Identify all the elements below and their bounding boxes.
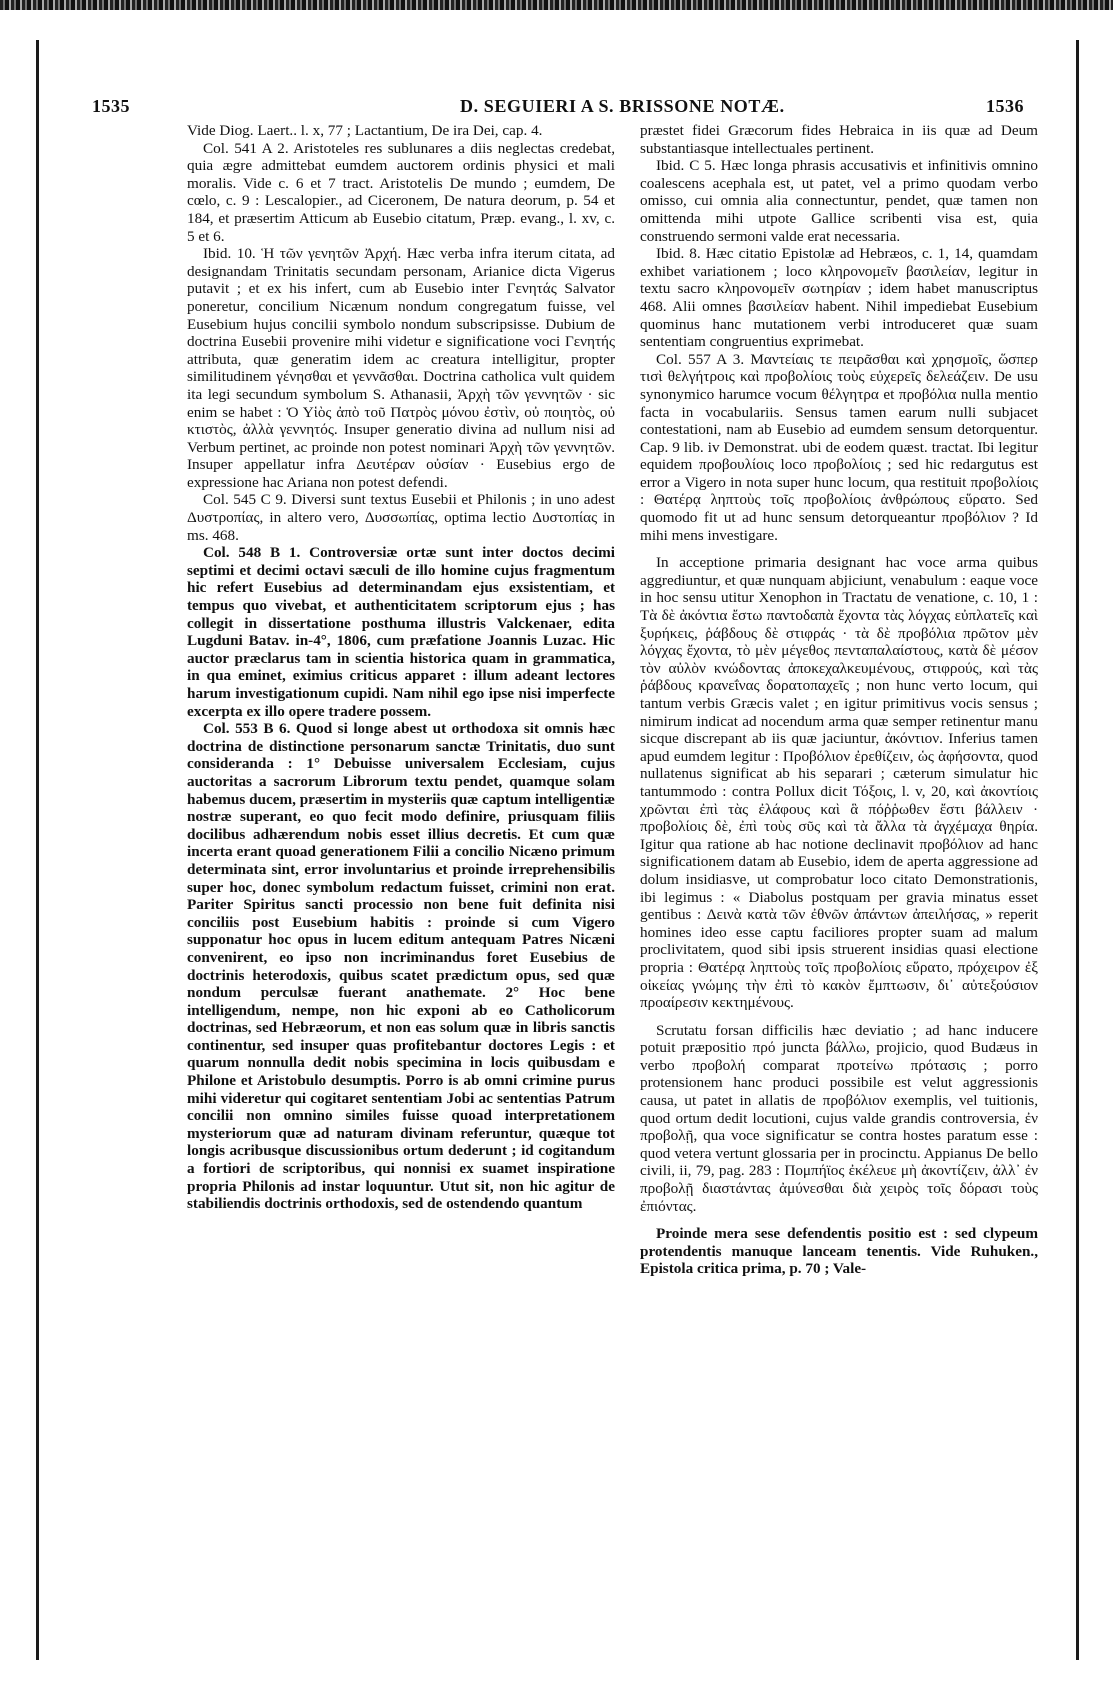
scan-edge-right	[1076, 40, 1079, 1660]
note-paragraph: Ibid. 10. Ἡ τῶν γενητῶν Ἀρχή. Hæc verba infra iterum citata, ad designandam Trinitatis secundam personam, Arianice dicta Vigerus putavit ; et ex his infert, cum ab Eusebio inter Γενητάς Salvator poneretur, concilium Nicænum nondum congregatum fuisse, vel Eusebium hujus concilii symbolo nondum subscripsisse. Dubium de doctrina Eusebii provenire mihi videtur e significatione voci Γενητής attributa, quæ generatim idem ac creatura intelligitur, propter similitudinem γένησθαι et γεννᾶσθαι. Doctrina catholica vult quidem ita legi secundum symbolum S. Athanasii, Ἀρχὴ τῶν γεννητῶν · sic enim se habet : Ὁ Υἱὸς ἀπὸ τοῦ Πατρὸς μόνου ἐστὶν, οὐ ποιητὸς, οὐ κτιστὸς, ἀλλὰ γεννητός. Insuper generatio divina ad nullum nisi ad Verbum pertinet, ac proinde non potest nominari Ἀρχὴ τῶν γεννητῶν. Insuper appellatur infra Δευτέραν οὐσίαν · Eusebius ergo de expressione hac Ariana non potest defendi.	[187, 245, 615, 491]
scan-edge-left	[36, 40, 39, 1660]
note-paragraph: Col. 545 C 9. Diversi sunt textus Eusebii et Philonis ; in uno adest Δυστροπίας, in altero vero, Δυσσωπίας, optima lectio Δυστοπίας in ms. 468.	[187, 491, 615, 544]
note-paragraph: præstet fidei Græcorum fides Hebraica in iis quæ ad Deum substantiasque intellectuales pertinent.	[640, 122, 1038, 157]
running-title: D. SEGUIERI A S. BRISSONE NOTÆ.	[460, 96, 785, 116]
note-paragraph: Proinde mera sese defendentis positio est : sed clypeum protendentis manuque lanceam tenentis. Vide Ruhuken., Epistola critica prima, p. 70 ; Vale-	[640, 1225, 1038, 1278]
note-paragraph: Ibid. 8. Hæc citatio Epistolæ ad Hebræos, c. 1, 14, quamdam exhibet variationem ; loco κληρονομεῖν βασιλείαν, legitur in textu sacro κληρονομεῖν σωτηρίαν ; idem habet manuscriptus 468. Alii omnes βασιλείαν habent. Nihil impediebat Eusebium quominus hanc mutationem verbi introduceret quæ suam sententiam congruentius exprimebat.	[640, 245, 1038, 351]
note-paragraph: Col. 541 A 2. Aristoteles res sublunares a diis neglectas credebat, quia ægre admittebat eumdem auctorem ordinis physici et mali moralis. Vide c. 6 et 7 tract. Aristotelis De mundo ; eumdem, De cœlo, c. 9 : Lescalopier., ad Ciceronem, De natura deorum, p. 54 et 184, et præsertim Atticum ab Eusebio citatum, Præp. evang., l. xv, c. 5 et 6.	[187, 139, 615, 245]
note-paragraph: Col. 557 A 3. Μαντείαις τε πειρᾶσθαι καὶ χρησμοῖς, ὥσπερ τισὶ θελγήτροις καὶ προβολίοις τοὺς εὐχερεῖς δελεάζειν. De usu synonymico harumce vocum θέλγητρα et προβόλια nulla mentio facta in vocabulariis. Sensus tamen earum nulli subjacet contestationi, nam ab Eusebio ad eumdem sensum detorquentur. Cap. 9 lib. iv Demonstrat. ubi de eodem quæst. tractat. Ibi legitur equidem προβουλίοις loco προβολίοις ; sed hic redargutus est error a Vigero in nota super hunc locum, qua restituit προβολίοις : Θατέρᾳ ληπτοὺς τοῖς προβολίοις ἀνθρώπους εὕρατο. Sed quomodo fit ut ad hunc sensum detorqueantur προβόλιον ? Id mihi mens investigare.	[640, 350, 1038, 544]
note-paragraph: Col. 553 B 6. Quod si longe abest ut orthodoxa sit omnis hæc doctrina de distinctione personarum sanctæ Trinitatis, duo sunt consideranda : 1° Debuisse universalem Ecclesiam, cujus auctoritas a sacrorum Librorum textu pendet, quamque solam habemus ducem, præsertim in mysteriis quæ captum intelligentiæ nostræ superant, eo quo fecit modo definire, priusquam filiis docilibus adhærendum nobis esset illius decretis. Et cum quæ incerta erant quoad generationem Filii a concilio Nicæno primum determinata sint, error involuntarius et proinde irreprehensibilis super hoc, donec symbolum redactum fuisset, crimini non erat. Pariter Spiritus sancti processio non bene fuit definita nisi conciliis post Eusebium habitis : proinde si cum Vigero supponatur hoc opus in lucem editum antequam Patres Nicæni convenirent, eo ipso non incriminandus foret Eusebius de doctrinis heterodoxis, quibus scatet prædictum opus, sed quæ nondum perculsæ fuerant anathemate. 2° Hoc bene intelligendum, nempe, non hic exponi ab eo Catholicorum doctrinas, sed Hebræorum, et non eas solum quæ in libris sanctis continentur, sed insuper quas profitebantur doctores Legis : et quarum nonnulla dedit nobis specimina in locis quibusdam e Philone et Aristobulo desumptis. Porro is ab omni crimine purus mihi videretur qui cogitaret sententiam Jobi ac sententias Patrum concilii non omnino similes fuisse quoad interpretationem mysteriorum quæ ad naturam divinam referuntur, quæque tot longis acribusque discussionibus ortum dederunt ; id cogitandum a fortiori de scriptoribus, qui nonnisi ex suamet inspiratione propria Philonis ad instar loquuntur. Utut sit, non hic agitur de stabiliendis doctrinis orthodoxis, sed de ostendendo quantum	[187, 720, 615, 1213]
scan-border	[0, 0, 1113, 10]
note-paragraph: Col. 548 B 1. Controversiæ ortæ sunt inter doctos decimi septimi et decimi octavi sæculi de illo homine cujus fragmentum hic refert Eusebius ad determinandam ejus exsistentiam, et tempus quo vivebat, et authenticitatem scriptorum ejus ; has collegit in dissertatione posthuma illustris Valckenaer, edita Lugduni Batav. in-4°, 1806, cum præfatione Joannis Luzac. Hic auctor præclarus tam in scientia historica quam in grammatica, in qua eminet, eximius criticus apparet : illum adeant lectores harum investigationum cupidi. Nam nihil ego ipse nisi imperfecte excerpta ex illo opere tradere possem.	[187, 544, 615, 720]
page-number-right: 1536	[986, 96, 1024, 116]
note-paragraph: Scrutatu forsan difficilis hæc deviatio ; ad hanc inducere potuit præpositio πρό juncta βάλλω, projicio, quod Budæus in verbo προβολή comparat προτείνω πρότασις ; porro protensionem hanc produci possibile est velut aggressionis causa, ut patet in allatis de προβόλιον exemplis, vel tuitionis, quod ortum dedit locutioni, cujus valde grandis controversia, ἐν προβολῇ, qua voce significatur se contra hostes paratum esse : quod vetera vertunt glossaria per in procinctu. Appianus De bello civili, ii, 79, pag. 283 : Πομπήϊος ἐκέλευε μὴ ἀκοντίζειν, ἀλλ᾽ ἐν προβολῇ διαστάντας ἀμύνεσθαι διὰ χειρὸς τοῖς δόρασι τοὺς ἐπιόντας.	[640, 1021, 1038, 1215]
left-column	[187, 122, 615, 1652]
note-paragraph: In acceptione primaria designant hac voce arma quibus aggrediuntur, et quæ nunquam abjiciunt, venabulum : eaque voce in hoc sensu utitur Xenophon in Tractatu de venatione, c. 10, 1 : Τὰ δὲ ἀκόντια ἔστω παντοδαπὰ ἔχοντα τὰς λόγχας εὐπλατεῖς καὶ ξυρήκεις, ῥάβδους δὲ στιφράς · τὰ δὲ προβόλια πρῶτον μὲν λόγχας ἔχοντα, τὸ μὲν μέγεθος πενταπαλαίστους, κατὰ δὲ μέσον τὸν αὐλὸν κνώδοντας ἀποκεχαλκευμένους, στιφρούς, καὶ τὰς ῥάβδους κρανεΐνας δορατοπαχεῖς ; non hunc verto locum, qui tantum verbis Græcis valet ; en igitur primitivus vocis sensus ; nimirum indicat ad nocendum arma quæ semper retinentur manu sicque discrepant ab iis quæ jaciuntur, ἀκόντιον. Inferius tamen apud eumdem legitur : Προβόλιον ἐρεθίζειν, ὡς ἀφήσοντα, quod nullatenus significat ab his separari ; cæterum simulatur hic tantummodo : contra Pollux dicit Τόξοις, l. v, 20, καὶ ἀκοντίοις χρῶνται ἐπὶ τὰς ἐλάφους καὶ ἃ πόῤῥωθεν ἔστι βάλλειν · προβολίοις δὲ, ἐπὶ τοὺς σῦς καὶ τὰ ἄλλα τὰ ἀγχέμαχα θηρία. Igitur qua ratione ab hac notione declinavit προβόλιον ad hanc significationem datam ab Eusebio, idem de aperta aggressione ad dolum insidiasve, ut comprobatur loco citato Demonstrationis, ibi legimus : « Diabolus postquam per gravia minatus esset gentibus : Δεινὰ κατὰ τῶν ἐθνῶν ἁπάντων ἀπειλήσας, » reperit homines ideo esse captu faciliores propter suam ad malum proclivitatem, quod sibi ipsis struerent insidias quasi electione propria : Θατέρᾳ ληπτοὺς τοῖς προβολίοις εὕρατο, πρόχειρον ἐξ οἰκείας γνώμης τὴν ἐπὶ τὸ κακὸν ἔμπτωσιν, δι᾽ αὐτεξούσιον προαίρεσιν κεκτημένους.	[640, 554, 1038, 1012]
note-paragraph: Ibid. C 5. Hæc longa phrasis accusativis et infinitivis omnino coalescens acephala est, ut patet, vel a primo quodam verbo omisso, cui omnia alia connectuntur, pendet, quæ tamen non omittenda mihi utpote Gallice scribenti visa est, quia construendo sermoni valde erat necessaria.	[640, 157, 1038, 245]
right-column	[640, 122, 1038, 1652]
page-number-left: 1535	[92, 96, 130, 116]
note-paragraph: Vide Diog. Laert.. l. x, 77 ; Lactantium, De ira Dei, cap. 4.	[187, 122, 543, 139]
